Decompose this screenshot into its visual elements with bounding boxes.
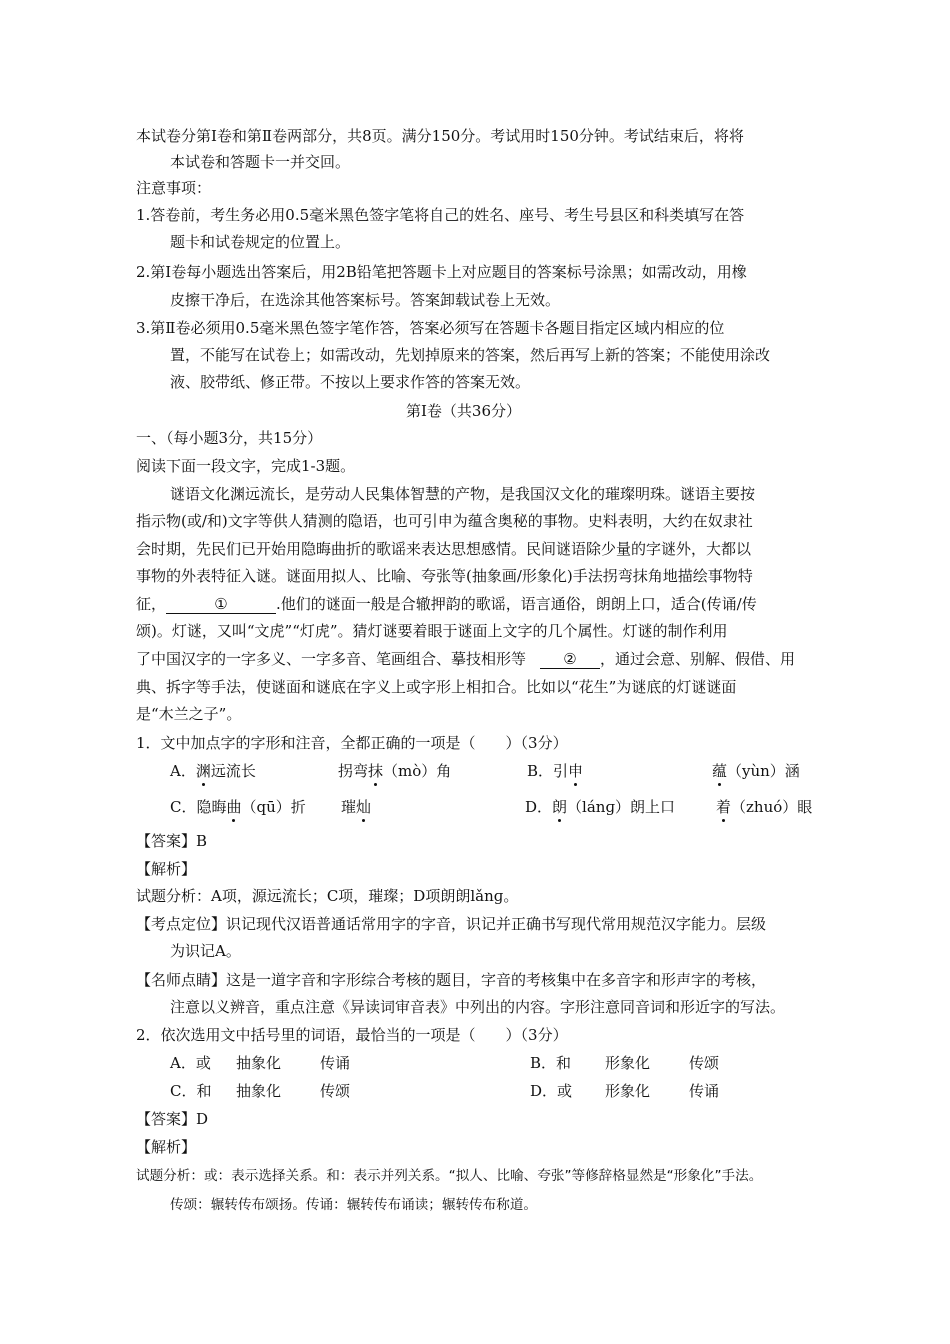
notice-title: 注意事项： bbox=[136, 179, 212, 197]
q1-option-c-1 bbox=[170, 797, 306, 817]
q2-option-b bbox=[530, 1053, 719, 1073]
q1-kaodian-line-2: 为识记A。 bbox=[170, 942, 241, 960]
option-label: B．引 bbox=[527, 762, 569, 780]
q2-answer: 【答案】D bbox=[136, 1110, 209, 1128]
q1-answer: 【答案】B bbox=[136, 832, 208, 850]
passage-line-5 bbox=[136, 594, 757, 614]
section-title: 第Ⅰ卷（共36分） bbox=[406, 402, 522, 420]
emphasis-char: 着 bbox=[716, 798, 732, 816]
notice-item-1-line-1: 1.答卷前，考生务必用0.5毫米黑色签字笔将自己的姓名、座号、考生号县区和科类填写在答 bbox=[136, 206, 745, 224]
option-label: A． bbox=[170, 762, 196, 780]
passage-line-8: 典、拆字等手法，使谜面和谜底在字义上或字形上相扣合。比如以“花生”为谜底的灯谜谜面 bbox=[136, 678, 737, 696]
emphasis-char: 曲 bbox=[226, 798, 242, 816]
emphasis-char: 灿 bbox=[356, 798, 372, 816]
notice-item-2-line-2: 皮擦干净后，在选涂其他答案标号。答案卸载试卷上无效。 bbox=[170, 291, 561, 309]
q1-kaodian-line-1: 【考点定位】识记现代汉语普通话常用字的字音，识记并正确书写现代常用规范汉字能力。层级 bbox=[136, 915, 767, 933]
q2-option-d bbox=[530, 1081, 719, 1101]
passage-line-2: 指示物(或/和)文字等供人猜测的隐语，也可引申为蕴含奥秘的事物。史料表明，大约在奴隶社 bbox=[136, 512, 753, 530]
option-word: 抽象化 bbox=[236, 1082, 282, 1100]
q1-option-c-2 bbox=[341, 797, 371, 817]
passage-text: 了中国汉字的一字多义、一字多音、笔画组合、摹技相形等 bbox=[136, 650, 527, 668]
option-text: 璀 bbox=[341, 798, 357, 816]
passage-text: .他们的谜面一般是合辙押韵的歌谣，语言通俗，朗朗上口，适合(传诵/传 bbox=[276, 595, 757, 613]
notice-item-1-line-2: 题卡和试卷规定的位置上。 bbox=[170, 233, 351, 251]
passage-line-7 bbox=[136, 649, 795, 669]
question-1-stem: 1．文中加点字的字形和注音，全都正确的一项是（ ）（3分） bbox=[136, 734, 568, 752]
q1-mingshi-line-2: 注意以义辨音，重点注意《异读词审音表》中列出的内容。字形注意同音词和形近字的写法。 bbox=[170, 998, 786, 1016]
passage-line-9: 是“木兰之子”。 bbox=[136, 705, 242, 723]
option-label: D．或 bbox=[530, 1082, 573, 1100]
q1-option-a-1 bbox=[170, 761, 256, 781]
option-text: 远流长 bbox=[210, 762, 256, 780]
option-word: 传颂 bbox=[689, 1054, 720, 1072]
fill-blank-2: ② bbox=[540, 651, 600, 669]
passage-text: ，通过会意、别解、假借、用 bbox=[600, 650, 796, 668]
q2-option-a bbox=[170, 1053, 350, 1073]
q2-analysis-line-2: 传颂：辗转传布颂扬。传诵：辗转传布诵读；辗转传布称道。 bbox=[170, 1197, 538, 1213]
option-label: C．隐晦 bbox=[170, 798, 227, 816]
emphasis-char: 蕴 bbox=[712, 762, 728, 780]
header-line-2: 本试卷和答题卡一并交回。 bbox=[170, 153, 351, 171]
option-word: 形象化 bbox=[605, 1054, 651, 1072]
q1-analysis-label: 【解析】 bbox=[136, 860, 197, 878]
emphasis-char: 朗 bbox=[552, 798, 568, 816]
passage-line-3: 会时期，先民们已开始用隐晦曲折的歌谣来表达思想感情。民间谜语除少量的字谜外，大都以 bbox=[136, 540, 752, 558]
passage-line-1: 谜语文化渊远流长，是劳动人民集体智慧的产物，是我国汉文化的璀璨明珠。谜语主要按 bbox=[170, 485, 756, 503]
option-text: （lánɡ）朗上口 bbox=[567, 798, 676, 816]
emphasis-char: 渊 bbox=[195, 762, 211, 780]
notice-item-3-line-2: 置，不能写在试卷上；如需改动，先划掉原来的答案，然后再写上新的答案；不能使用涂改 bbox=[170, 346, 771, 364]
passage-text: 征， bbox=[136, 595, 167, 613]
q2-analysis-label: 【解析】 bbox=[136, 1138, 197, 1156]
option-word: 形象化 bbox=[605, 1082, 651, 1100]
part-heading: 一、（每小题3分，共15分） bbox=[136, 429, 323, 447]
q2-analysis-line-1: 试题分析：或：表示选择关系。和：表示并列关系。“拟人、比喻、夸张”等修辞格显然是“形象化”手法。 bbox=[136, 1168, 763, 1184]
option-label: D． bbox=[525, 798, 553, 816]
notice-item-3-line-3: 液、胶带纸、修正带。不按以上要求作答的答案无效。 bbox=[170, 373, 531, 391]
q1-option-b-1 bbox=[527, 761, 583, 781]
option-word: 传诵 bbox=[320, 1054, 351, 1072]
q1-option-d-2 bbox=[716, 797, 812, 817]
passage-line-6: 颂)。灯谜，又叫“文虎”“灯虎”。猜灯谜要着眼于谜面上文字的几个属性。灯谜的制作利用 bbox=[136, 622, 728, 640]
q1-analysis: 试题分析：A项，源远流长；C项，璀璨；D项朗朗lǎnɡ。 bbox=[136, 887, 519, 905]
option-text: （qū）折 bbox=[241, 798, 306, 816]
option-label: C．和 bbox=[170, 1082, 212, 1100]
notice-item-2-line-1: 2.第Ⅰ卷每小题选出答案后，用2B铅笔把答题卡上对应题目的答案标号涂黑；如需改动，用橡 bbox=[136, 263, 747, 281]
passage-line-4: 事物的外表特征入谜。谜面用拟人、比喻、夸张等(抽象画/形象化)手法拐弯抹角地描绘事物特 bbox=[136, 567, 753, 585]
option-label: A．或 bbox=[170, 1054, 211, 1072]
emphasis-char: 抹 bbox=[368, 762, 384, 780]
option-text: （zhuó）眼 bbox=[731, 798, 813, 816]
option-text: （mò）角 bbox=[383, 762, 452, 780]
option-word: 抽象化 bbox=[236, 1054, 282, 1072]
q2-option-c bbox=[170, 1081, 350, 1101]
option-word: 传诵 bbox=[689, 1082, 720, 1100]
option-word: 传颂 bbox=[320, 1082, 351, 1100]
part-instruction: 阅读下面一段文字，完成1-3题。 bbox=[136, 457, 356, 475]
option-text: （yùn）涵 bbox=[727, 762, 800, 780]
emphasis-char: 申 bbox=[568, 762, 584, 780]
q1-option-a-2 bbox=[338, 761, 451, 781]
option-text: 拐弯 bbox=[338, 762, 369, 780]
q1-option-b-2 bbox=[712, 761, 800, 781]
question-2-stem: 2．依次选用文中括号里的词语，最恰当的一项是（ ）（3分） bbox=[136, 1026, 568, 1044]
q1-mingshi-line-1: 【名师点睛】这是一道字音和字形综合考核的题目，字音的考核集中在多音字和形声字的考核， bbox=[136, 971, 767, 989]
q1-option-d-1 bbox=[525, 797, 675, 817]
option-label: B．和 bbox=[530, 1054, 572, 1072]
notice-item-3-line-1: 3.第Ⅱ卷必须用0.5毫米黑色签字笔作答，答案必须写在答题卡各题目指定区域内相应的位 bbox=[136, 319, 725, 337]
fill-blank-1: ① bbox=[166, 596, 276, 614]
header-line-1: 本试卷分第Ⅰ卷和第Ⅱ卷两部分，共8页。满分150分。考试用时150分钟。考试结束后，将将 bbox=[136, 127, 744, 145]
